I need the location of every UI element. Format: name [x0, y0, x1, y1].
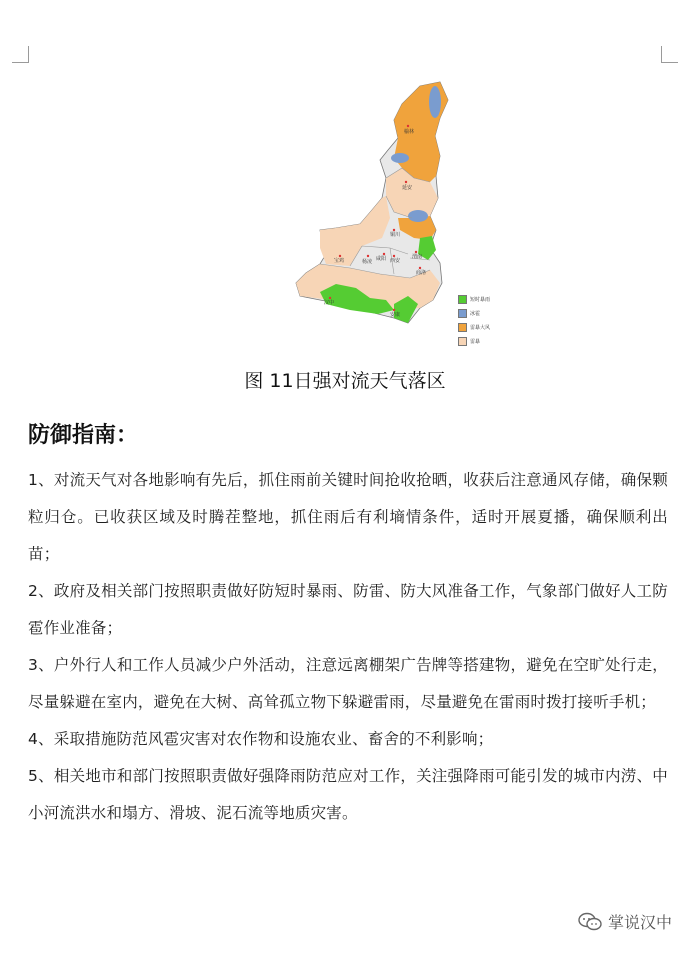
paragraph-5: 5、相关地市和部门按照职责做好强降雨防范应对工作，关注强降雨可能引发的城市内涝、中小河流洪水和塌方、滑坡、泥石流等地质灾害。 [28, 767, 668, 822]
legend-item-thunder [458, 334, 490, 348]
legend-item-wind [458, 320, 490, 334]
legend-label: 雷暴大风 [470, 324, 491, 331]
label-ankang: 安康 [390, 312, 401, 318]
watermark-text: 掌说汉中 [607, 913, 672, 932]
legend-swatch-blue [458, 309, 467, 318]
guide-paragraphs [28, 462, 668, 832]
label-yanan: 延安 [402, 185, 413, 191]
label-baoji: 宝鸡 [334, 258, 345, 264]
paragraph-2: 2、政府及相关部门按照职责做好防短时暴雨、防雷、防大风准备工作，气象部门做好人工防雹作业准备； [28, 582, 668, 637]
label-yulin: 榆林 [404, 129, 415, 135]
hail-zone-3 [408, 210, 428, 222]
figure-caption: 图 11日强对流天气落区 [244, 370, 446, 392]
paragraph-4: 4、采取措施防范风雹灾害对农作物和设施农业、畜舍的不利影响； [28, 730, 494, 748]
watermark [578, 910, 672, 933]
legend-label: 雷暴 [470, 338, 481, 345]
legend-swatch-peach [458, 337, 467, 346]
hail-zone-2 [391, 153, 409, 163]
label-tongchuan: 铜川 [390, 232, 401, 238]
section-heading: 防御指南： [28, 423, 139, 448]
page-corner-mark-left [12, 46, 29, 63]
legend-swatch-orange [458, 323, 467, 332]
legend-label: 冰雹 [470, 310, 481, 317]
legend-swatch-green [458, 295, 467, 304]
legend-label: 短时暴雨 [470, 296, 491, 303]
paragraph-3: 3、户外行人和工作人员减少户外活动，注意远离棚架广告牌等搭建物，避免在空旷处行走，尽量躲避在室内，避免在大树、高耸孤立物下躲避雷雨，尽量避免在雷雨时拨打接听手机； [28, 656, 668, 711]
paragraph-1: 1、对流天气对各地影响有先后，抓住雨前关键时间抢收抢晒，收获后注意通风存储，确保颗粒归仓。已收获区域及时腾茬整地，抓住雨后有利墒情条件，适时开展夏播，确保顺利出苗； [28, 471, 668, 563]
wechat-icon [578, 912, 602, 932]
label-xianyang: 咸阳 [376, 256, 387, 262]
map-legend [458, 292, 490, 348]
label-xian: 西安 [390, 258, 401, 264]
label-yangling: 杨凌 [362, 259, 373, 265]
label-weinan: 渭南 [412, 254, 423, 260]
page-corner-mark-right [661, 46, 678, 63]
hail-zone-1 [429, 86, 441, 118]
label-shangluo: 商洛 [416, 270, 427, 276]
legend-item-rainstorm [458, 292, 490, 306]
label-hanzhong: 汉中 [324, 300, 335, 306]
legend-item-hail [458, 306, 490, 320]
